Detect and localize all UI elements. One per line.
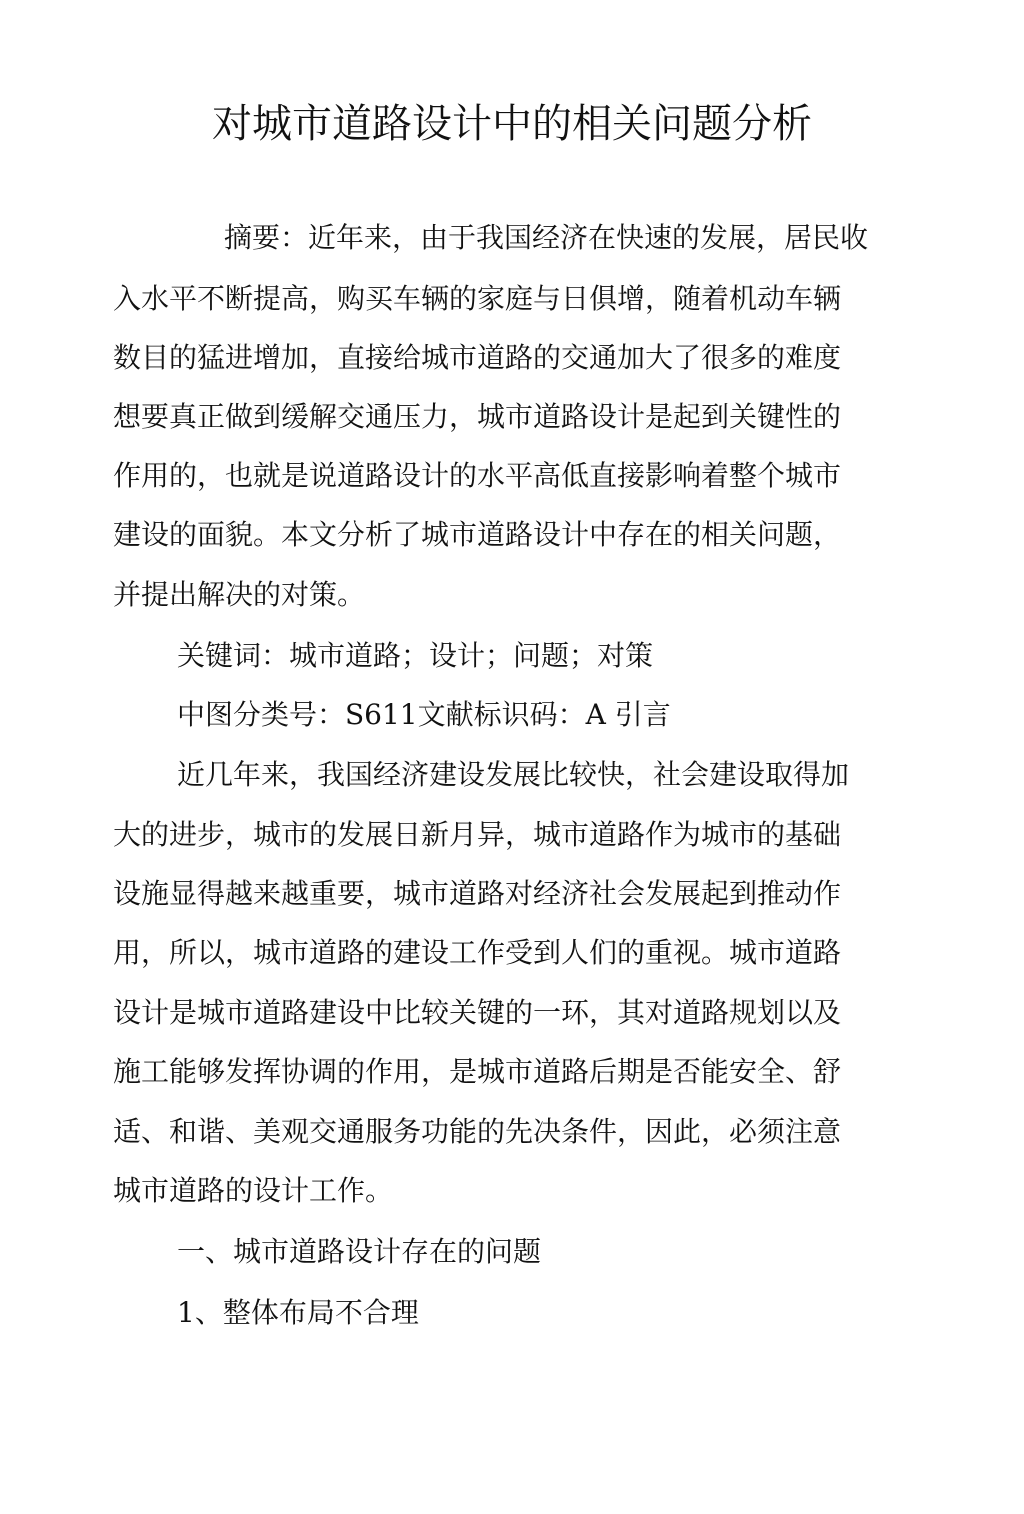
abstract-line-4: 想要真正做到缓解交通压力，城市道路设计是起到关键性的: [113, 400, 842, 433]
document-title: 对城市道路设计中的相关问题分析: [212, 101, 812, 147]
abstract-line-7: 并提出解决的对策。: [113, 578, 366, 611]
classification-line: 中图分类号：S611文献标识码：A 引言: [177, 698, 671, 731]
body-line-3: 设施显得越来越重要，城市道路对经济社会发展起到推动作: [113, 877, 842, 910]
body-line-8: 城市道路的设计工作。: [113, 1174, 394, 1207]
subsection-heading: 1、整体布局不合理: [177, 1296, 419, 1329]
abstract-line-5: 作用的，也就是说道路设计的水平高低直接影响着整个城市: [113, 459, 842, 492]
keywords-line: 关键词：城市道路；设计；问题；对策: [177, 639, 654, 672]
body-line-4: 用，所以，城市道路的建设工作受到人们的重视。城市道路: [113, 936, 842, 969]
body-line-1: 近几年来，我国经济建设发展比较快，社会建设取得加: [177, 758, 850, 791]
section-heading: 一、城市道路设计存在的问题: [177, 1235, 542, 1268]
abstract-line-1: 摘要：近年来，由于我国经济在快速的发展，居民收: [224, 221, 869, 254]
abstract-line-2: 入水平不断提高，购买车辆的家庭与日俱增，随着机动车辆: [113, 282, 842, 315]
body-line-7: 适、和谐、美观交通服务功能的先决条件，因此，必须注意: [113, 1115, 842, 1148]
body-line-2: 大的进步，城市的发展日新月异，城市道路作为城市的基础: [113, 818, 842, 851]
abstract-line-6: 建设的面貌。本文分析了城市道路设计中存在的相关问题，: [113, 518, 842, 551]
body-line-5: 设计是城市道路建设中比较关键的一环，其对道路规划以及: [113, 996, 842, 1029]
body-line-6: 施工能够发挥协调的作用，是城市道路后期是否能安全、舒: [113, 1055, 842, 1088]
abstract-line-3: 数目的猛进增加，直接给城市道路的交通加大了很多的难度: [113, 341, 842, 374]
